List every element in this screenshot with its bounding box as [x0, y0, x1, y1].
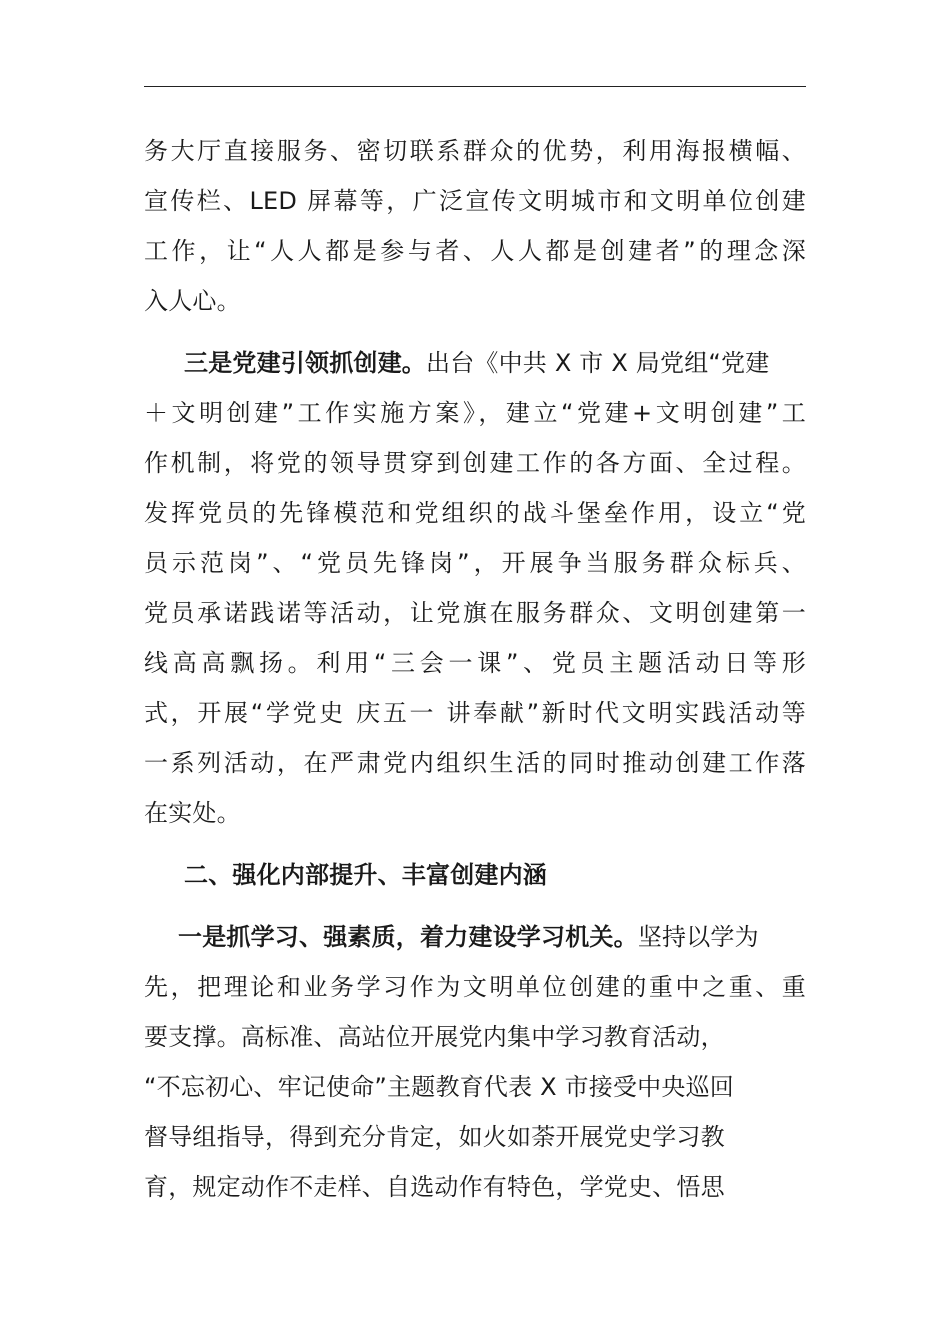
text-line: 入人心。 [144, 287, 241, 315]
text-line: 在实处。 [144, 799, 241, 827]
text-line: 作机制，将党的领导贯穿到创建工作的各方面、全过程。 [144, 449, 806, 477]
document-body [144, 126, 806, 1212]
text-line: 线高高飘扬。利用“三会一课”、党员主题活动日等形 [144, 649, 806, 677]
text-line: 工作，让“人人都是参与者、人人都是创建者”的理念深 [144, 237, 806, 265]
section-heading: 二、强化内部提升、丰富创建内涵 [184, 861, 547, 889]
text-line [144, 338, 806, 388]
paragraph-text: 出台《中共 X 市 X 局党组“党建 [426, 349, 770, 377]
text-line: 务大厅直接服务、密切联系群众的优势，利用海报横幅、 [144, 137, 806, 165]
paragraph-3 [144, 912, 806, 1212]
text-line [144, 912, 806, 962]
text-line: 育，规定动作不走样、自选动作有特色，学党史、悟思 [144, 1173, 725, 1201]
text-line: “不忘初心、牢记使命”主题教育代表 X 市接受中央巡回 [144, 1073, 734, 1101]
text-line: 式，开展“学党史 庆五一 讲奉献”新时代文明实践活动等 [144, 699, 806, 727]
paragraph-gap [144, 838, 806, 850]
paragraph-text: 坚持以学为 [637, 923, 759, 951]
text-line: 员示范岗”、“党员先锋岗”，开展争当服务群众标兵、 [144, 549, 806, 577]
text-line: 督导组指导，得到充分肯定，如火如荼开展党史学习教 [144, 1123, 725, 1151]
text-line: 先，把理论和业务学习作为文明单位创建的重中之重、重 [144, 973, 806, 1001]
text-line: 宣传栏、LED 屏幕等，广泛宣传文明城市和文明单位创建 [144, 187, 806, 215]
paragraph-gap [144, 326, 806, 338]
paragraph-2 [144, 338, 806, 838]
text-line: 发挥党员的先锋模范和党组织的战斗堡垒作用，设立“党 [144, 499, 806, 527]
text-line: 要支撑。高标准、高站位开展党内集中学习教育活动， [144, 1023, 725, 1051]
text-line: 党员承诺践诺等活动，让党旗在服务群众、文明创建第一 [144, 599, 806, 627]
text-line: 一系列活动，在严肃党内组织生活的同时推动创建工作落 [144, 749, 806, 777]
paragraph-heading: 一是抓学习、强素质，着力建设学习机关。 [178, 923, 638, 951]
paragraph-gap [144, 900, 806, 912]
header-rule [144, 86, 806, 87]
paragraph-1 [144, 126, 806, 326]
text-line: ＋文明创建”工作实施方案》，建立“党建+文明创建”工 [144, 399, 806, 427]
paragraph-heading: 三是党建引领抓创建。 [184, 349, 426, 377]
